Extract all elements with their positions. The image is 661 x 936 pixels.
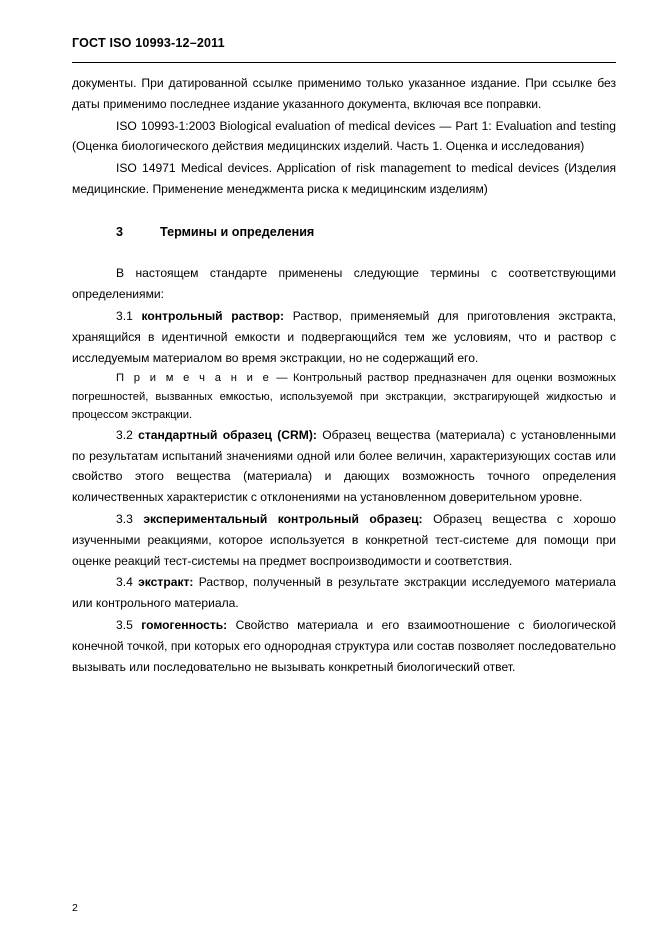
paragraph-continued: документы. При датированной ссылке применимо только указанное издание. При ссылке без даты применимо последнее издание указанного документа, включая все поправки. xyxy=(72,76,616,111)
document-body xyxy=(72,73,616,677)
definition-text: Образец вещества (материала) с установленными по результатам испытаний значениями одной или более величин, характеризующих состав или свойство этого вещества (материала) и дающих возможность точного определения количественных характеристик с отклонениями на установленном доверительном уровне. xyxy=(72,427,616,505)
definition-number: 3.3 xyxy=(116,512,133,527)
definition-text: Образец вещества с хорошо изученными реакциями, которое используется в конкретной тест-системе для помощи при оценке реакций тест-системы на предмет воспроизводимости и соответствия. xyxy=(72,512,616,568)
definition-3-5 xyxy=(72,615,616,677)
definition-text: Раствор, применяемый для приготовления экстракта, хранящийся в идентичной емкости и подвергающийся тем же условиям, что и раствор с исследуемым материалом во время экстракции, но не содержащий его. xyxy=(72,309,616,365)
definition-3-1 xyxy=(72,306,616,368)
section-heading-terms xyxy=(72,222,616,244)
definition-text: Раствор, полученный в результате экстракции исследуемого материала или контрольного материала. xyxy=(72,575,616,611)
note-label: П р и м е ч а н и е xyxy=(116,372,272,385)
document-header-title: ГОСТ ISO 10993-12–2011 xyxy=(72,36,225,50)
definition-term: контрольный раствор: xyxy=(141,309,285,324)
reference-iso-10993-1: ISO 10993-1:2003 Biological evaluation of medical devices — Part 1: Evaluation and testing (Оценка биологического действия медицинских изделий. Часть 1. Оценка и исследования) xyxy=(72,118,616,154)
definition-number: 3.1 xyxy=(116,309,133,324)
note-text: Контрольный раствор предназначен для оценки возможных погрешностей, вызванных емкостью, используемой при экстракции, экстрагирующей жидкостью и процессом экстракции. xyxy=(72,372,617,421)
definition-number: 3.5 xyxy=(116,618,133,633)
definition-3-2 xyxy=(72,425,616,508)
reference-iso-14971: ISO 14971 Medical devices. Application of risk management to medical devices (Изделия медицинские. Применение менеджмента риска к медицинским изделиям) xyxy=(72,161,616,196)
note-dash: — xyxy=(276,372,288,385)
section-title: Термины и определения xyxy=(160,224,315,239)
definition-term: стандартный образец (CRM): xyxy=(138,427,317,442)
definition-3-3 xyxy=(72,509,616,571)
definition-text: Свойство материала и его взаимоотношение с биологической конечной точкой, при которых его однородная структура или состав позволяет последовательно вызывать или последовательно не вызывать конкретный биологический ответ. xyxy=(72,618,616,674)
definition-term: экстракт: xyxy=(138,575,194,590)
page-number: 2 xyxy=(72,902,78,914)
section-number: 3 xyxy=(116,224,124,239)
paragraph-intro: В настоящем стандарте применены следующие термины с соответствующими определениями: xyxy=(72,266,616,302)
definition-3-4 xyxy=(72,572,616,614)
note-block xyxy=(72,369,616,423)
definition-term: гомогенность: xyxy=(141,618,228,633)
header-divider xyxy=(72,62,616,63)
definition-number: 3.4 xyxy=(116,575,133,590)
definition-term: экспериментальный контрольный образец: xyxy=(143,512,423,527)
definition-number: 3.2 xyxy=(116,427,133,442)
